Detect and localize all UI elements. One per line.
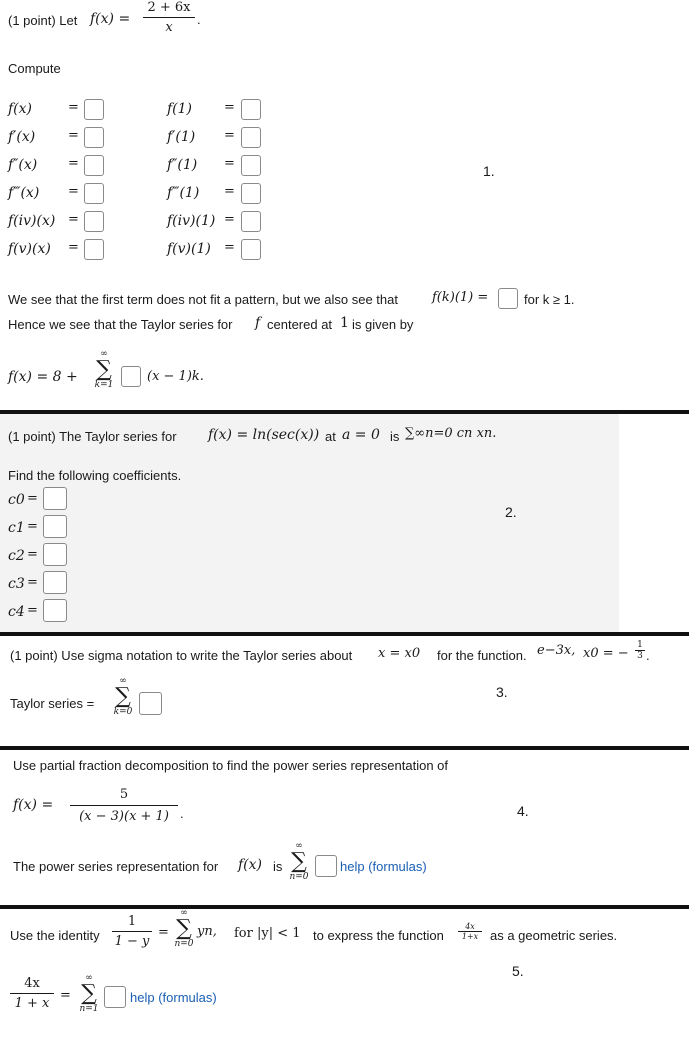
p1-right-label-3: f‴(1) [167, 185, 200, 201]
p4-den: (x − 3)(x + 1) [79, 809, 169, 824]
p1-fk1: f(k)(1) = [432, 290, 489, 305]
p1-answer-fk1[interactable] [498, 288, 518, 309]
p1-eq: = [68, 212, 79, 227]
p1-eq: = [224, 240, 235, 255]
p1-answer-f3x[interactable] [84, 183, 104, 204]
p5-fn-den: 1+x [461, 932, 479, 941]
p5-lhs-eq: = [60, 988, 71, 1003]
p3-sigma [110, 677, 136, 717]
p1-left-label-5: f(v)(x) [8, 241, 51, 257]
p3-sigma-top: ∞ [119, 676, 127, 686]
p1-left-label-4: f(iv)(x) [8, 213, 56, 229]
p2-answer-c3[interactable] [43, 571, 67, 594]
divider-2 [0, 632, 689, 636]
p1-answer-f2-at-1[interactable] [241, 155, 261, 176]
p1-answer-f1-at-1[interactable] [241, 127, 261, 148]
p2-answer-c1[interactable] [43, 515, 67, 538]
p1-series-tail: (x − 1)k. [147, 369, 204, 384]
p2-is: is [390, 429, 400, 444]
p4-text: Use partial fraction decomposition to find the power series representation of [13, 758, 449, 773]
p1-eq: = [68, 156, 79, 171]
p2-answer-c2[interactable] [43, 543, 67, 566]
p1-answer-f5x[interactable] [84, 239, 104, 260]
p1-eq: = [224, 100, 235, 115]
p3-x0: x0 = − [583, 646, 629, 661]
p1-intro: (1 point) Let [8, 13, 78, 28]
p4-answer-series[interactable] [315, 855, 337, 877]
p2-answer-c0[interactable] [43, 487, 67, 510]
p1-f-dot: . [197, 12, 201, 27]
p1-answer-f-at-1[interactable] [241, 99, 261, 120]
p1-sigma-bot: k=1 [94, 380, 114, 390]
p2-answer-c4[interactable] [43, 599, 67, 622]
p2-c4-label: c4 [8, 604, 25, 620]
p5-sigma2-bot: n=1 [79, 1004, 99, 1014]
p1-hence-f: f [255, 315, 261, 331]
p1-for-k: for k ≥ 1. [524, 292, 575, 307]
p5-fn-num: 4x [465, 922, 475, 931]
p5-id-num: 1 [127, 914, 137, 929]
p1-eq: = [224, 184, 235, 199]
divider-4 [0, 905, 689, 909]
p1-sigma-top: ∞ [100, 349, 108, 359]
p5-lhs-den: 1 + x [14, 996, 50, 1011]
p5-sigma2-sym: ∑ [81, 981, 97, 1006]
p5-fn-fraction [458, 922, 482, 941]
p1-answer-fx[interactable] [84, 99, 104, 120]
p4-sigma-bot: n=0 [289, 872, 309, 882]
p1-right-label-5: f(v)(1) [167, 241, 211, 257]
p2-eq: = [27, 575, 38, 590]
p2-eq: = [27, 491, 38, 506]
p3-answer-series[interactable] [139, 692, 162, 715]
p1-right-label-4: f(iv)(1) [167, 213, 216, 229]
problem-number-5: 5. [512, 963, 524, 979]
p3-x0-fraction [635, 640, 645, 661]
p2-eq: = [27, 603, 38, 618]
p2-intro: (1 point) The Taylor series for [8, 429, 177, 444]
p5-answer-series[interactable] [104, 986, 126, 1008]
problem-2 [0, 414, 619, 632]
p1-compute: Compute [8, 61, 61, 76]
p5-use: Use the identity [10, 928, 100, 943]
p4-sigma-top: ∞ [295, 841, 303, 851]
p5-id-den: 1 − y [114, 934, 150, 949]
p1-left-label-1: f′(x) [8, 129, 36, 145]
p5-sigma-sym: ∑ [176, 916, 192, 941]
p1-f-den: x [165, 20, 173, 35]
p1-answer-f2x[interactable] [84, 155, 104, 176]
p1-hence-one: 1 [340, 315, 349, 331]
p1-answer-f4-at-1[interactable] [241, 211, 261, 232]
p1-eq: = [68, 240, 79, 255]
p2-find: Find the following coefficients. [8, 468, 182, 483]
p1-left-label-3: f‴(x) [8, 185, 40, 201]
p5-sigma-identity [172, 909, 196, 949]
p2-c2-label: c2 [8, 548, 25, 564]
p4-f-fraction [70, 787, 178, 824]
p3-sigma-sym: ∑ [115, 684, 131, 709]
p5-cond: for |y| < 1 [234, 926, 301, 941]
p1-answer-f1x[interactable] [84, 127, 104, 148]
p5-express: to express the function [313, 928, 444, 943]
p1-series-lhs: f(x) = 8 + [8, 369, 78, 385]
p1-hence-rest: centered at [267, 317, 333, 332]
p2-c3-label: c3 [8, 576, 25, 592]
p1-right-label-2: f″(1) [167, 157, 198, 173]
p3-about: x = x0 [378, 646, 421, 661]
p2-a0: a = 0 [342, 427, 380, 443]
divider-3 [0, 746, 689, 750]
p4-f-lhs: f(x) = [13, 797, 54, 813]
p4-sigma [286, 842, 312, 882]
p1-pattern-text: We see that the first term does not fit a pattern, but we also see that [8, 292, 398, 307]
p3-sigma-bot: k=0 [113, 707, 133, 717]
p5-lhs-num: 4x [24, 976, 40, 991]
p4-num: 5 [119, 787, 129, 802]
p1-eq: = [224, 128, 235, 143]
p2-series: ∑∞n=0 cn xn. [405, 426, 497, 441]
problem-number-1: 1. [483, 163, 495, 179]
p5-identity-fraction [112, 914, 152, 949]
p1-right-label-0: f(1) [167, 101, 193, 117]
p1-answer-series-coeff[interactable] [121, 366, 141, 387]
problem-number-3: 3. [496, 684, 508, 700]
p3-for-fn: for the function. [437, 648, 527, 663]
p5-id-eq: = [158, 925, 169, 940]
p1-eq: = [224, 212, 235, 227]
p1-f-lhs: f(x) = [90, 11, 131, 27]
p1-eq: = [68, 128, 79, 143]
p4-rep: The power series representation for [13, 859, 219, 874]
p1-answer-f3-at-1[interactable] [241, 183, 261, 204]
p2-c1-label: c1 [8, 520, 25, 536]
p5-sigma-top: ∞ [180, 908, 188, 918]
p2-func: f(x) = ln(sec(x)) [208, 427, 320, 443]
p1-sigma-sym: ∑ [96, 357, 112, 382]
p1-sigma [91, 350, 117, 390]
p1-hence-end: is given by [352, 317, 414, 332]
p1-answer-f4x[interactable] [84, 211, 104, 232]
p5-sigma2-top: ∞ [85, 973, 93, 983]
problem-number-4: 4. [517, 803, 529, 819]
p3-label: Taylor series = [10, 696, 95, 711]
p5-yn: yn, [197, 924, 217, 939]
p3-x0-dot: . [646, 648, 650, 663]
p4-dot: . [180, 806, 184, 821]
p4-rep-f: f(x) [238, 857, 263, 873]
p5-sigma-bot: n=0 [174, 939, 194, 949]
p5-geo: as a geometric series. [490, 928, 618, 943]
p1-eq: = [68, 184, 79, 199]
p4-help-link[interactable]: help (formulas) [340, 859, 427, 874]
p2-c0-label: c0 [8, 492, 25, 508]
p1-f-fraction [143, 0, 195, 35]
p2-eq: = [27, 519, 38, 534]
p1-eq: = [224, 156, 235, 171]
p3-fn: e−3x, [537, 643, 576, 658]
p2-at: at [325, 429, 336, 444]
p1-left-label-0: f(x) [8, 101, 33, 117]
p1-f-num: 2 + 6x [147, 0, 191, 15]
p1-left-label-2: f″(x) [8, 157, 38, 173]
p3-text: (1 point) Use sigma notation to write the Taylor series about [10, 648, 353, 663]
p1-eq: = [68, 100, 79, 115]
problem-number-2: 2. [505, 504, 517, 520]
p3-x0-den: 3 [637, 651, 643, 661]
p5-sigma-answer [76, 974, 102, 1014]
p3-x0-num: 1 [637, 640, 643, 650]
p5-lhs-fraction [10, 976, 54, 1011]
p1-answer-f5-at-1[interactable] [241, 239, 261, 260]
p4-rep-is: is [273, 859, 283, 874]
p1-right-label-1: f′(1) [167, 129, 196, 145]
p2-eq: = [27, 547, 38, 562]
p1-hence: Hence we see that the Taylor series for [8, 317, 233, 332]
p4-sigma-sym: ∑ [291, 849, 307, 874]
p5-help-link[interactable]: help (formulas) [130, 990, 217, 1005]
